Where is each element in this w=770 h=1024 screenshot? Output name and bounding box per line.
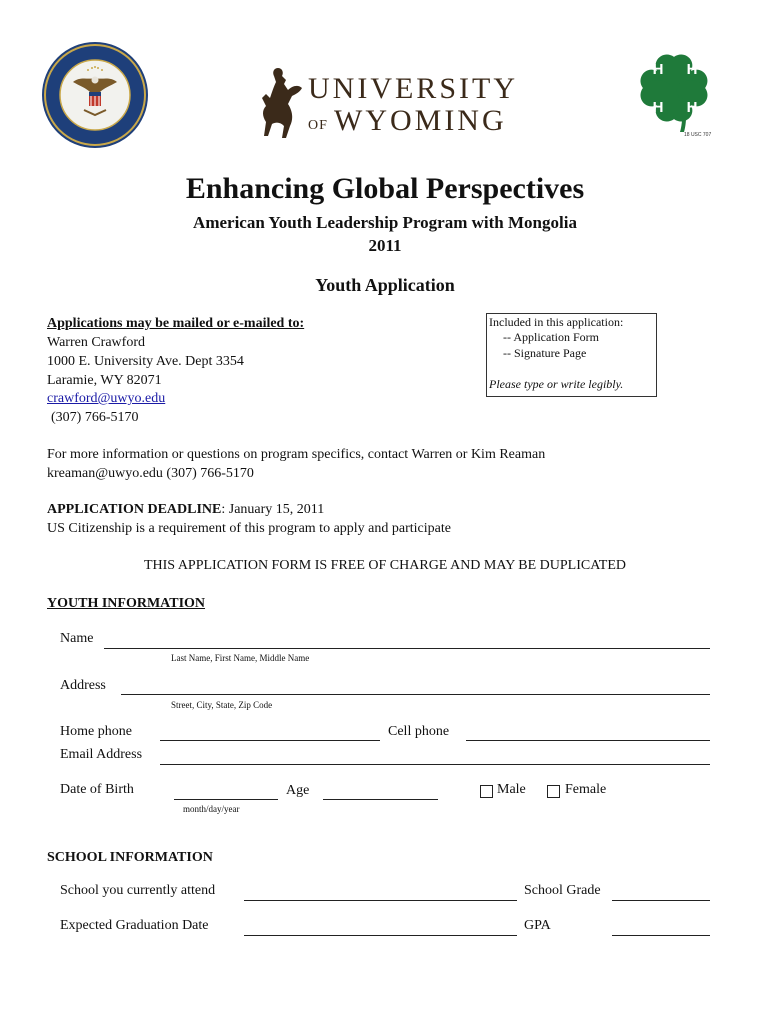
dob-field[interactable]	[174, 799, 278, 800]
included-box	[486, 313, 657, 397]
home-phone-field[interactable]	[160, 740, 380, 741]
mailing-heading: Applications may be mailed or e-mailed to:	[47, 316, 305, 331]
name-hint: Last Name, First Name, Middle Name	[171, 653, 310, 663]
cell-phone-label: Cell phone	[388, 724, 450, 739]
dob-hint: month/day/year	[183, 804, 240, 814]
gpa-field[interactable]	[612, 935, 710, 936]
male-checkbox[interactable]	[480, 785, 493, 798]
mailing-name: Warren Crawford	[47, 335, 145, 350]
school-info-heading: SCHOOL INFORMATION	[47, 850, 213, 865]
info-line-1: For more information or questions on program specifics, contact Warren or Kim Reaman	[47, 447, 546, 462]
info-line-2: kreaman@uwyo.edu (307) 766-5170	[47, 466, 254, 481]
svg-text:H: H	[652, 99, 664, 116]
age-field[interactable]	[323, 799, 438, 800]
deadline-label: APPLICATION DEADLINE	[47, 502, 222, 517]
dob-label: Date of Birth	[60, 782, 134, 797]
male-label: Male	[497, 782, 526, 797]
bucking-horse-icon	[258, 66, 304, 140]
included-note: Please type or write legibly.	[489, 377, 624, 391]
email-field[interactable]	[160, 764, 710, 765]
age-label: Age	[286, 783, 310, 798]
address-field[interactable]	[121, 694, 710, 695]
form-title: Youth Application	[315, 275, 455, 295]
school-grade-field[interactable]	[612, 900, 710, 901]
page-subtitle: American Youth Leadership Program with Mongolia	[193, 213, 577, 232]
female-label: Female	[565, 782, 607, 797]
svg-text:H: H	[686, 61, 698, 78]
4h-clover-logo	[630, 44, 722, 148]
university-of-wyoming-logo	[258, 66, 523, 140]
mailing-city: Laramie, WY 82071	[47, 373, 162, 388]
included-heading: Included in this application:	[489, 315, 624, 329]
gpa-label: GPA	[524, 918, 551, 933]
deadline-line	[47, 502, 324, 518]
mailing-phone: (307) 766-5170	[51, 410, 139, 425]
mailing-street: 1000 E. University Ave. Dept 3354	[47, 354, 244, 369]
svg-text:H: H	[686, 99, 698, 116]
youth-info-heading: YOUTH INFORMATION	[47, 596, 206, 611]
cell-phone-field[interactable]	[466, 740, 710, 741]
address-label: Address	[60, 678, 106, 693]
free-charge-notice: THIS APPLICATION FORM IS FREE OF CHARGE AND MAY BE DUPLICATED	[143, 558, 627, 573]
current-school-field[interactable]	[244, 900, 517, 901]
name-field[interactable]	[104, 648, 710, 649]
svg-text:H: H	[652, 61, 664, 78]
page-title: Enhancing Global Perspectives	[185, 172, 585, 205]
uw-wordmark-wyoming: WYOMING	[334, 104, 507, 137]
included-item-application-form: -- Application Form	[503, 330, 599, 344]
citizenship-note: US Citizenship is a requirement of this program to apply and participate	[47, 521, 451, 536]
school-grade-label: School Grade	[524, 883, 601, 898]
deadline-value: : January 15, 2011	[221, 502, 325, 517]
email-label: Email Address	[60, 747, 143, 762]
clover-caption: 18 USC 707	[684, 132, 712, 138]
home-phone-label: Home phone	[60, 724, 132, 739]
name-label: Name	[60, 631, 94, 646]
program-year: 2011	[368, 236, 402, 255]
female-checkbox[interactable]	[547, 785, 560, 798]
state-department-seal	[40, 40, 150, 150]
uw-wordmark-of: OF	[308, 118, 328, 133]
uw-wordmark-university: UNIVERSITY	[308, 72, 518, 105]
graduation-date-field[interactable]	[244, 935, 517, 936]
graduation-date-label: Expected Graduation Date	[60, 918, 209, 933]
included-item-signature-page: -- Signature Page	[503, 346, 587, 360]
current-school-label: School you currently attend	[60, 883, 216, 898]
address-hint: Street, City, State, Zip Code	[171, 700, 273, 710]
mailing-email-link[interactable]: crawford@uwyo.edu	[47, 391, 166, 406]
